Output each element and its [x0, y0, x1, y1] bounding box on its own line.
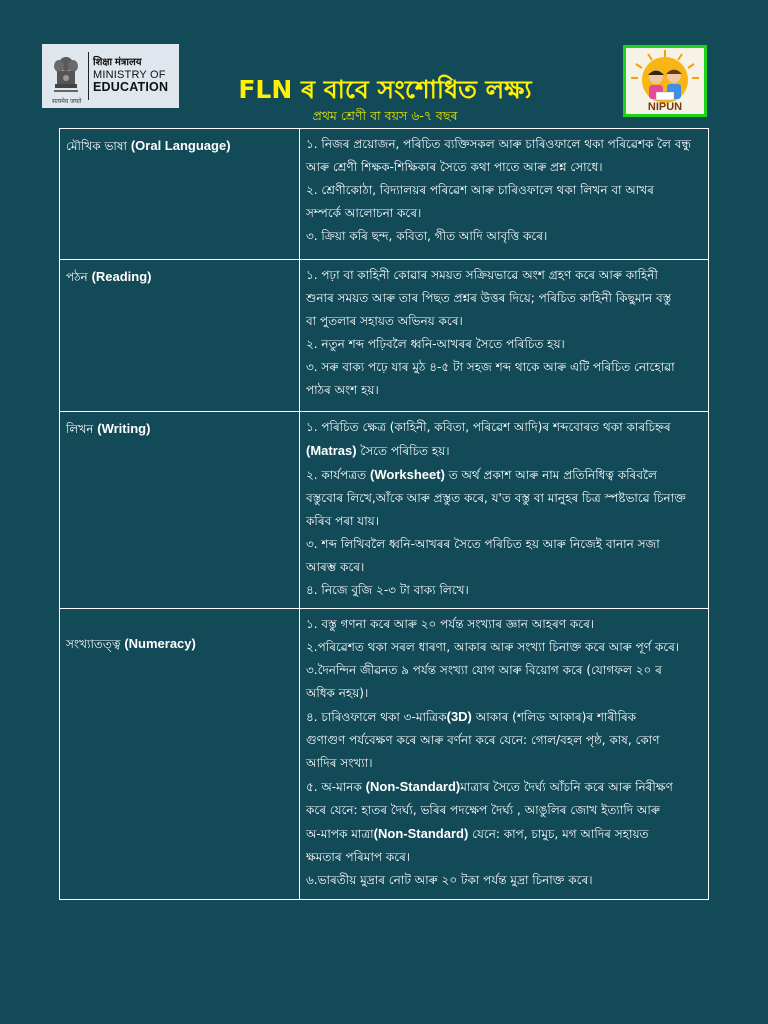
table-row — [60, 260, 709, 412]
domain-cell — [60, 260, 300, 412]
logo-divider — [88, 52, 89, 100]
domain-name-english: (Writing) — [97, 421, 151, 436]
goal-line: ৩. ক্ৰিয়া কৰি ছন্দ, কবিতা, গীত আদি আবৃত্তি কৰে। — [306, 229, 548, 243]
goal-line: আৰম্ভ কৰে। — [306, 560, 365, 574]
ministry-name-line1: MINISTRY OF — [93, 69, 166, 82]
ministry-of-education-logo — [42, 44, 179, 108]
goal-line: বস্তুবোৰ লিখে,আঁকে আৰু প্ৰস্তুত কৰে, য'ত বস্তু বা মানুহৰ চিত্ৰ স্পষ্টভাৱে চিনাক্ত — [306, 491, 686, 505]
national-emblem-icon — [48, 49, 84, 103]
table-row — [60, 609, 709, 900]
goal-line: কৰিব পৰা যায়। — [306, 514, 380, 528]
goal-line: ২.পৰিৱেশত থকা সৰল ধাৰণা, আকাৰ আৰু সংখ্যা চিনাক্ত কৰে আৰু পূৰ্ণ কৰে। — [306, 640, 680, 654]
goals-cell — [300, 412, 709, 609]
goal-line: (Matras) সৈতে পৰিচিত হয়। — [306, 443, 450, 458]
page-subtitle: প্ৰথম শ্ৰেণী বা বয়স ৬-৭ বছৰ — [312, 108, 458, 123]
goal-line: গুণাগুণ পৰ্যবেক্ষণ কৰে আৰু বৰ্ণনা কৰে যেনে: গোল/বহল পৃষ্ঠ, কাষ, কোণ — [306, 733, 660, 747]
goal-line: পাঠৰ অংশ হয়। — [306, 383, 379, 397]
ministry-name-line2: EDUCATION — [93, 80, 169, 95]
goal-line: সম্পৰ্কে আলোচনা কৰে। — [306, 206, 422, 220]
goals-cell — [300, 609, 709, 900]
ministry-name — [93, 58, 168, 94]
domain-name: পঠন — [66, 270, 88, 284]
goals-cell — [300, 260, 709, 412]
domain-name: সংখ্যাতত্ত্ব — [66, 637, 121, 651]
goal-line: ৫. অ-মানক (Non-Standard)মাত্ৰাৰ সৈতে দৈৰ্ঘ্য আঁচনি কৰে আৰু নিৰীক্ষণ — [306, 779, 673, 794]
goals-cell — [300, 129, 709, 260]
domain-name-english: (Oral Language) — [130, 138, 231, 153]
goal-line: আৰু শ্ৰেণী শিক্ষক-শিক্ষিকাৰ সৈতে কথা পাতে আৰু প্ৰশ্ন সোধে। — [306, 160, 603, 174]
table-row — [60, 412, 709, 609]
goal-line: ক্ষমতাৰ পৰিমাপ কৰে। — [306, 850, 411, 864]
goal-line: ৬.ভাৰতীয় মুদ্ৰাৰ নোট আৰু ২০ টকা পৰ্যন্ত মুদ্ৰা চিনাক্ত কৰে। — [306, 873, 593, 887]
goal-line: ৩. সৰু বাক্য পঢ়ে যাৰ মুঠ ৪-৫ টা সহজ শব্দ থাকে আৰু এটি পৰিচিত নোহোৱা — [306, 360, 675, 374]
goal-line: অ-মাপক মাত্ৰা(Non-Standard) যেনে: কাপ, চামুচ, মগ আদিৰ সহায়ত — [306, 826, 649, 841]
goal-line: অধিক নহয়)। — [306, 686, 369, 700]
domain-name-english: (Numeracy) — [124, 636, 196, 651]
goal-line: ৪. নিজে বুজি ২-৩ টা বাক্য লিখে। — [306, 583, 469, 597]
goal-line: ১. বস্তু গণনা কৰে আৰু ২০ পৰ্যন্ত সংখ্যাৰ জ্ঞান আহৰণ কৰে। — [306, 617, 595, 631]
goal-line: আদিৰ সংখ্যা। — [306, 756, 373, 770]
nipun-wordmark: NIPUN — [647, 101, 683, 113]
table-row — [60, 129, 709, 260]
goal-line: কৰে যেনে: হাতৰ দৈৰ্ঘ্য, ভৰিৰ পদক্ষেপ দৈৰ্ঘ্য , আঙুলিৰ জোখ ইত্যাদি আৰু — [306, 803, 660, 817]
domain-name: লিখন — [66, 422, 94, 436]
goal-line: ১. পৰিচিত ক্ষেত্ৰ (কাহিনী, কবিতা, পৰিৱেশ আদি)ৰ শব্দবোৰত থকা কাৰচিহ্নৰ — [306, 420, 671, 434]
goal-line: ২. নতুন শব্দ পঢ়িবলৈ ধ্বনি-আখৰৰ সৈতে পৰিচিত হয়। — [306, 337, 565, 351]
domain-name-english: (Reading) — [91, 269, 152, 284]
goal-line: ৩. শব্দ লিখিবলৈ ধ্বনি-আখৰৰ সৈতে পৰিচিত হয় আৰু নিজেই বানান সজা — [306, 537, 660, 551]
goal-line: শুনাৰ সময়ত আৰু তাৰ পিছত প্ৰশ্নৰ উত্তৰ দিয়ে; পৰিচিত কাহিনী কিছুমান বস্তু — [306, 291, 672, 305]
domain-cell — [60, 129, 300, 260]
goal-line: ২. কাৰ্যপত্ৰত (Worksheet) ত অৰ্থ প্ৰকাশ আৰু নাম প্ৰতিনিধিত্ব কৰিবলৈ — [306, 467, 657, 482]
goal-line: ৪. চাৰিওফালে থকা ৩-মাত্ৰিক(3D) আকাৰ (শলিড আকাৰ)ৰ শাৰীৰিক — [306, 709, 637, 724]
domain-cell — [60, 609, 300, 900]
learning-goals-table — [59, 128, 709, 900]
goal-line: ৩.দৈনন্দিন জীৱনত ৯ পৰ্যন্ত সংখ্যা যোগ আৰু বিয়োগ কৰে (যোগফল ২০ ৰ — [306, 663, 662, 677]
goal-line: ১. পঢ়া বা কাহিনী কোৱাৰ সময়ত সক্ৰিয়ভাৱে অংশ গ্ৰহণ কৰে আৰু কাহিনী — [306, 268, 658, 282]
goal-line: ১. নিজৰ প্ৰয়োজন, পৰিচিত ব্যক্তিসকল আৰু চাৰিওফালে থকা পৰিৱেশক লৈ বন্ধু — [306, 137, 691, 151]
nipun-bharat-logo — [623, 45, 707, 117]
ministry-hindi-name: शिक्षा मंत्रालय — [93, 57, 142, 69]
domain-name: মৌখিক ভাষা — [66, 139, 128, 153]
emblem-motto: सत्यमेव जयते — [52, 98, 82, 105]
page-title: FLN ৰ বাবে সংশোধিত লক্ষ্য — [238, 75, 532, 104]
domain-cell — [60, 412, 300, 609]
goal-line: বা পুতলাৰ সহায়ত অভিনয় কৰে। — [306, 314, 463, 328]
goal-line: ২. শ্ৰেণীকোঠা, বিদ্যালয়ৰ পৰিৱেশ আৰু চাৰিওফালে থকা লিখন বা আখৰ — [306, 183, 654, 197]
